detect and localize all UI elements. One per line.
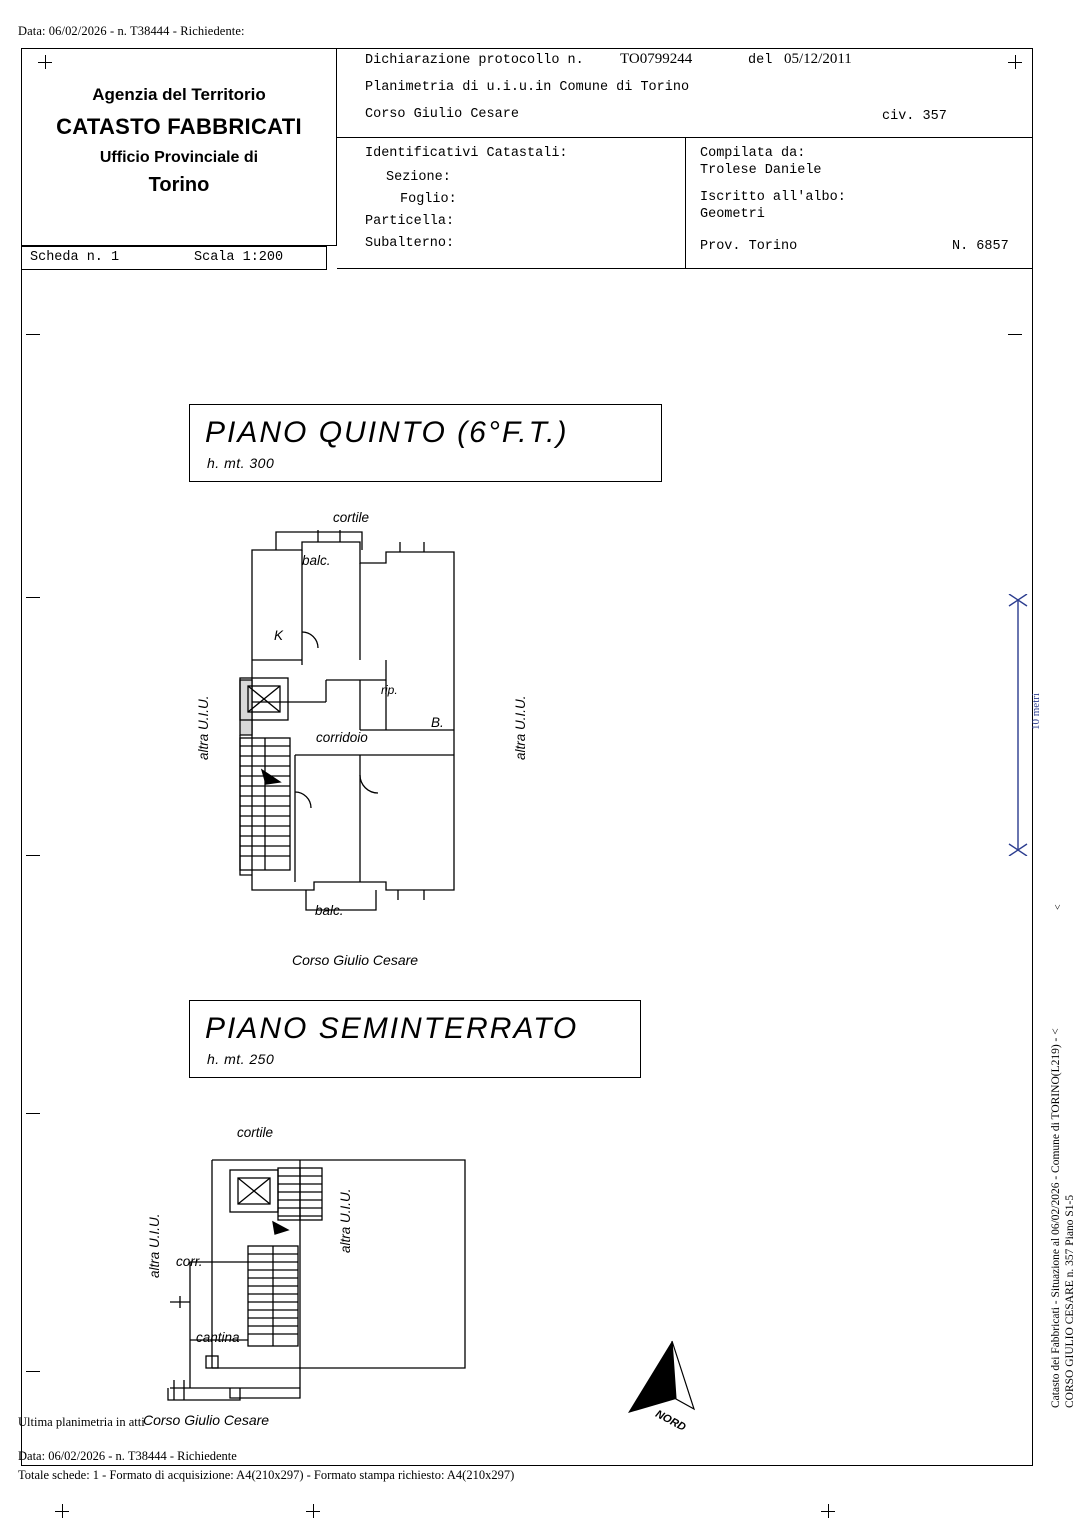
prov-number: N. 6857 [952,239,1009,254]
prov-label: Prov. Torino [700,239,798,254]
address-line: Corso Giulio Cesare [365,107,519,122]
registration-tick [1008,334,1022,335]
identificativi-title: Identificativi Catastali: [365,146,568,161]
footer-ultima-planimetria: Ultima planimetria in atti [18,1415,145,1429]
scale-bar-label: 10 metri [1030,693,1042,730]
plan1-label-altra-uiu-left: altra U.I.U. [196,695,211,760]
plan-seminterrato-title-box [189,1000,641,1078]
plan1-label-rip: rip. [381,683,398,697]
plan1-label-cortile: cortile [333,510,370,525]
margin-text-line2: CORSO GIULIO CESARE n. 357 Piano S1-5 [1064,1194,1076,1408]
albo-label: Iscritto all'albo: [700,190,846,205]
plan-seminterrato-drawing [130,1150,475,1410]
planimetria-line: Planimetria di u.i.u.in Comune di Torino [365,80,690,95]
plan2-label-cortile: cortile [237,1125,274,1140]
plan-seminterrato-title: PIANO SEMINTERRATO [205,1012,579,1045]
plan1-label-b: B. [431,715,444,730]
plan-quinto-drawing [210,530,500,925]
declaration-number: TO0799244 [620,51,693,67]
registration-tick [26,597,40,598]
plan2-label-altra-uiu-left: altra U.I.U. [147,1213,162,1278]
margin-text-mark: < [1053,904,1064,910]
scale-bar [1005,594,1031,856]
compilata-label: Compilata da: [700,146,806,161]
plan2-label-cantina: cantina [196,1330,240,1345]
civic-number: civ. 357 [882,109,947,124]
plan-quinto-title-box [189,404,662,482]
footer-totale: Totale schede: 1 - Formato di acquisizione: A4(210x297) - Formato stampa richiesto: A4(210x297) [18,1468,515,1482]
agency-name: Agenzia del Territorio [92,85,266,104]
plan1-label-altra-uiu-right: altra U.I.U. [513,695,528,760]
footer-data: Data: 06/02/2026 - n. T38444 - Richiedente [18,1449,237,1463]
plan1-label-corridoio: corridoio [316,730,368,745]
scheda-scala-box [22,246,327,270]
declaration-del-label: del [748,53,773,68]
declaration-row [337,49,1033,138]
office-label: Ufficio Provinciale di [99,149,259,166]
plan-quinto-height: h. mt. 300 [207,455,275,471]
office-city: Torino [148,174,210,196]
registration-tick [26,855,40,856]
top-request-note: Data: 06/02/2026 - n. T38444 - Richiedente: [18,24,245,38]
scala-value: Scala 1:200 [194,250,284,265]
catasto-title: CATASTO FABBRICATI [56,114,302,139]
subalterno-label: Subalterno: [365,236,455,251]
plan-quinto-title: PIANO QUINTO (6°F.T.) [205,416,569,449]
compilata-name: Trolese Daniele [700,163,822,178]
plan1-label-balc-bottom: balc. [315,903,344,918]
compilata-block [685,138,1033,269]
registration-tick [55,1511,69,1512]
identificativi-block [337,138,685,269]
plan2-label-street: Corso Giulio Cesare [143,1412,270,1428]
plan-seminterrato-height: h. mt. 250 [207,1051,275,1067]
north-arrow-label: NORD [653,1408,688,1434]
margin-text-line1: Catasto dei Fabbricati - Situazione al 06/02/2026 - Comune di TORINO(L219) - < [1050,1028,1062,1408]
registration-tick [26,1113,40,1114]
plan2-label-corr: corr. [176,1254,203,1269]
particella-label: Particella: [365,214,455,229]
registration-tick [821,1511,835,1512]
plan1-label-balc-top: balc. [302,553,331,568]
registration-tick [26,334,40,335]
registration-tick [26,1371,40,1372]
plan1-label-street: Corso Giulio Cesare [292,952,419,968]
albo-value: Geometri [700,207,765,222]
scheda-number: Scheda n. 1 [30,250,120,265]
declaration-date: 05/12/2011 [784,51,852,67]
declaration-label: Dichiarazione protocollo n. [365,53,584,68]
registration-tick [306,1511,320,1512]
foglio-label: Foglio: [400,192,457,207]
sezione-label: Sezione: [386,170,451,185]
plan2-label-altra-uiu-right: altra U.I.U. [338,1188,353,1253]
agency-header-block [22,49,337,246]
declaration-header-block [337,49,1033,269]
plan1-label-k: K [274,628,284,643]
